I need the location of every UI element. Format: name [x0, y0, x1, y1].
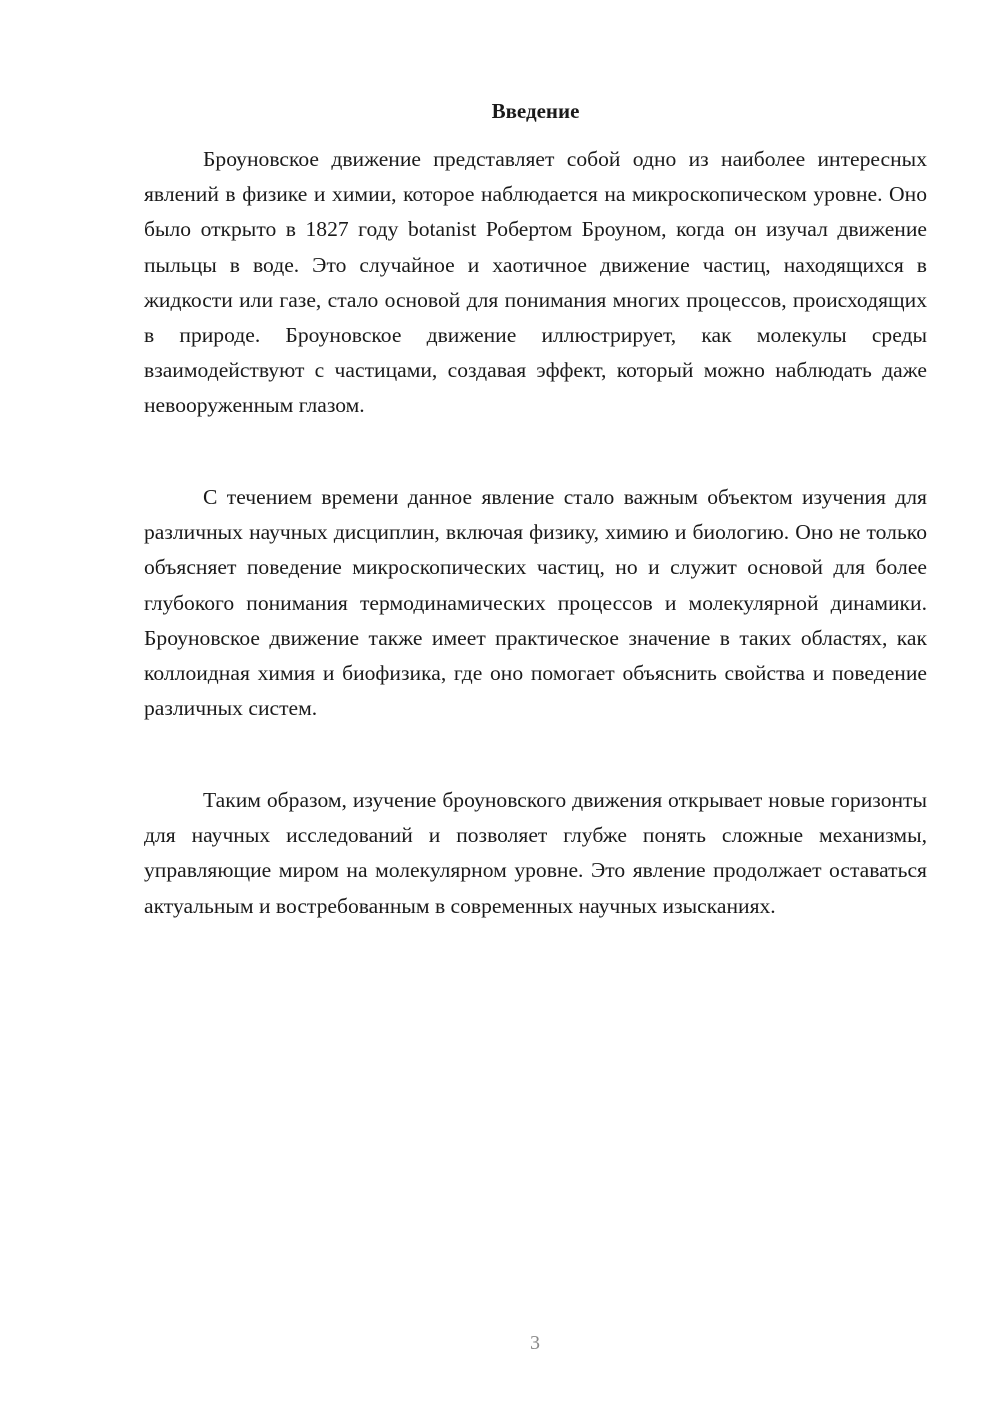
paragraph-3: Таким образом, изучение броуновского движения открывает новые горизонты для научных исследований и позволяет глубже понять сложные механизмы, управляющие миром на молекулярном уровне. Это явление продолжает оставаться актуальным и востребованным в современных научных изысканиях.: [144, 788, 927, 918]
section-title: Введение: [491, 99, 580, 123]
paragraph-1: Броуновское движение представляет собой одно из наиболее интересных явлений в физике и химии, которое наблюдается на микроскопическом уровне. Оно было открыто в 1827 году botanist Робертом Броуном, когда он изучал движение пыльцы в воде. Это случайное и хаотичное движение частиц, находящихся в жидкости или газе, стало основой для понимания многих процессов, происходящих в природе. Броуновское движение иллюстрирует, как молекулы среды взаимодействуют с частицами, создавая эффект, который можно наблюдать даже невооруженным глазом.: [144, 147, 927, 418]
paragraph-2: С течением времени данное явление стало важным объектом изучения для различных научных дисциплин, включая физику, химию и биологию. Оно не только объясняет поведение микроскопических частиц, но и служит основой для более глубокого понимания термодинамических процессов и молекулярной динамики. Броуновское движение также имеет практическое значение в таких областях, как коллоидная химия и биофизика, где оно помогает объяснить свойства и поведение различных систем.: [144, 485, 927, 721]
page-number: 3: [530, 1332, 540, 1354]
